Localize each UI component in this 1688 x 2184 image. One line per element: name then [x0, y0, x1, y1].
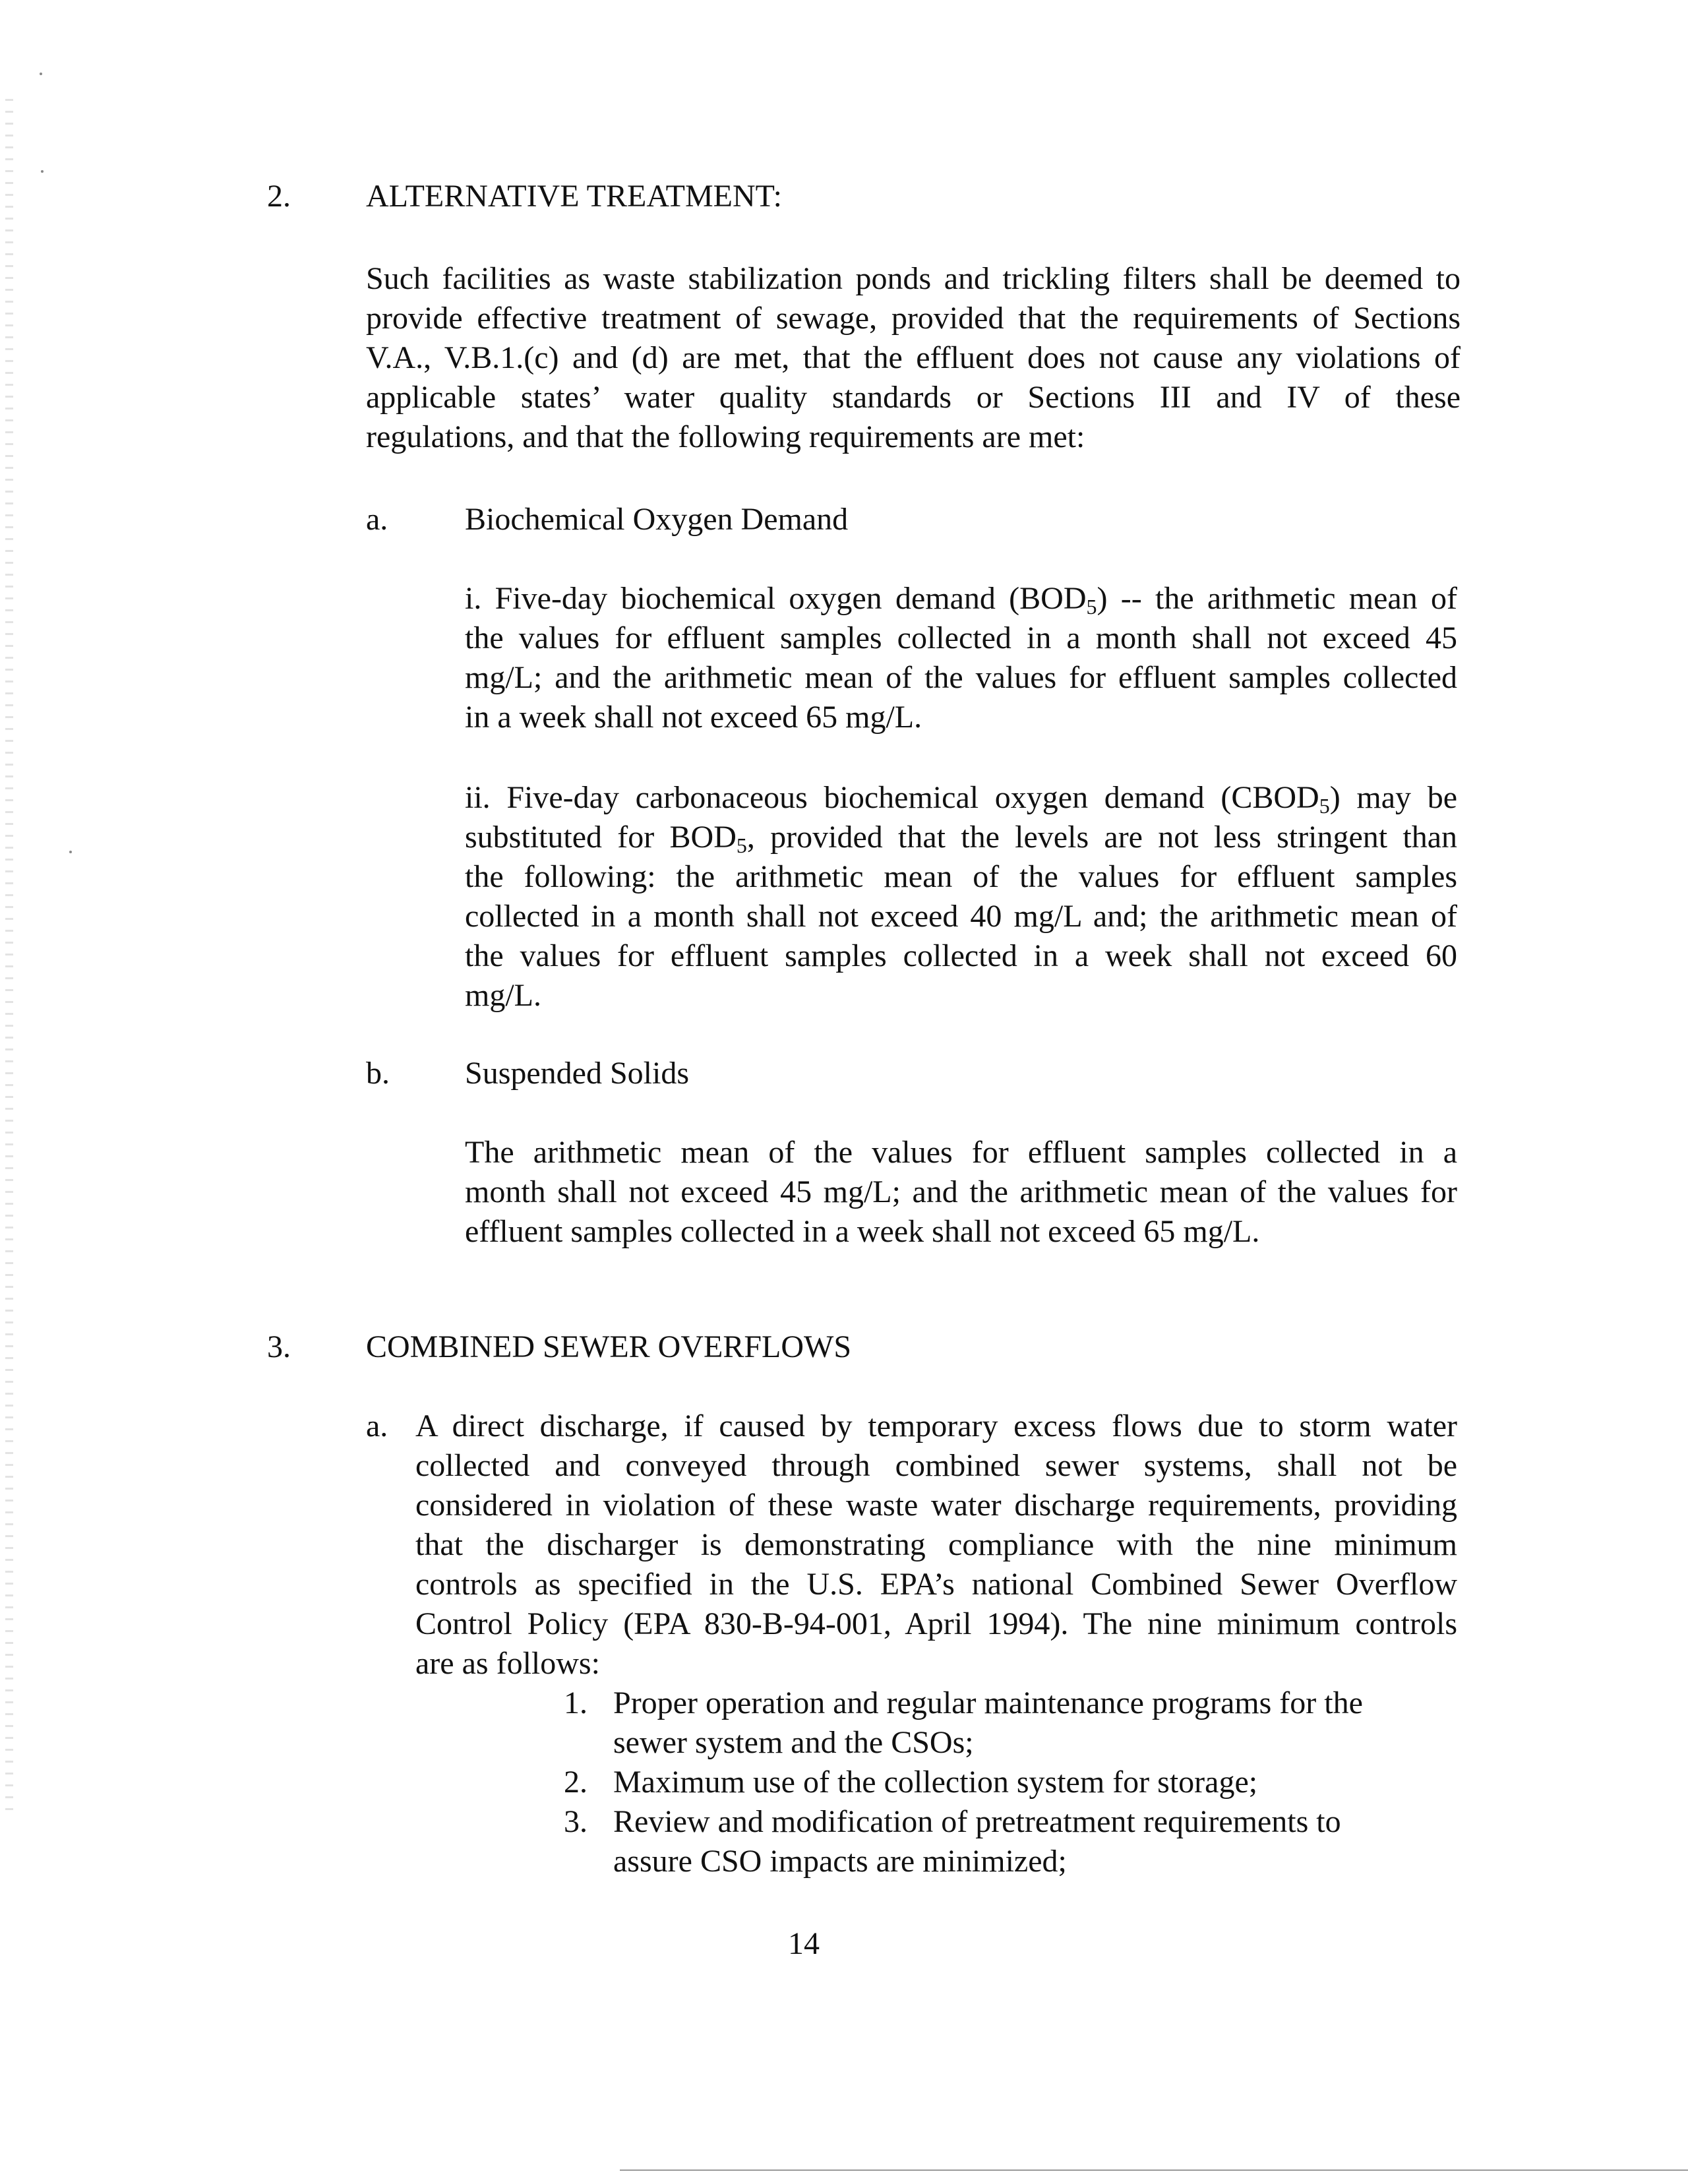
intro-line: provide effective treatment of sewage, provided that the requirements of Sections [366, 301, 1461, 336]
section-2-heading: ALTERNATIVE TREATMENT: [366, 179, 782, 214]
scan-speck [41, 170, 44, 173]
para-i-line: the values for effluent samples collected in a month shall not exceed 45 [465, 621, 1457, 655]
item-b-letter: b. [366, 1056, 390, 1091]
section-2-number: 2. [267, 179, 291, 214]
para-ii-line: the following: the arithmetic mean of the values for effluent samples [465, 859, 1457, 894]
item-b-line: The arithmetic mean of the values for effluent samples collected in a [465, 1135, 1457, 1170]
section-3-item-a-paragraph [415, 1407, 1457, 1684]
control-1-line: Proper operation and regular maintenance programs for the [613, 1685, 1363, 1720]
item-a-para-ii [465, 778, 1457, 1016]
intro-line: regulations, and that the following requirements are met: [366, 419, 1085, 454]
para-ii-line: substituted for $BOD_5$, provided that the levels are not less stringent than [465, 820, 1457, 857]
item-a-line: collected and conveyed through combined sewer systems, shall not be [415, 1448, 1457, 1483]
item-a-line: are as follows: [415, 1646, 600, 1681]
intro-line: applicable states’ water quality standards or Sections III and IV of these [366, 380, 1461, 415]
item-a-title: Biochemical Oxygen Demand [465, 502, 849, 537]
para-ii-line: ii. Five-day carbonaceous biochemical oxygen demand $(CBOD_5)$ may be [465, 780, 1458, 818]
item-a-line: considered in violation of these waste water discharge requirements, providing [415, 1488, 1457, 1523]
item-a-line: A direct discharge, if caused by temporary excess flows due to storm water [415, 1409, 1457, 1443]
control-2-line: Maximum use of the collection system for storage; [613, 1765, 1258, 1800]
item-b-title: Suspended Solids [465, 1056, 690, 1091]
scan-bottom-rule [620, 2169, 1688, 2171]
item-a-letter: a. [366, 502, 388, 537]
control-1-number: 1. [564, 1685, 588, 1720]
para-i-line: i. Five-day biochemical oxygen demand $(BOD_5)$ -- the arithmetic mean of [465, 581, 1457, 619]
intro-line: V.A., V.B.1.(c) and (d) are met, that the effluent does not cause any violations of [366, 340, 1461, 375]
page-number: 14 [788, 1926, 820, 1961]
section-3-heading: COMBINED SEWER OVERFLOWS [366, 1329, 852, 1364]
item-a-line: controls as specified in the U.S. EPA’s national Combined Sewer Overflow [415, 1567, 1457, 1602]
section-2-intro-paragraph [366, 259, 1461, 457]
item-a-line: that the discharger is demonstrating compliance with the nine minimum [415, 1527, 1457, 1562]
item-a-para-i [465, 579, 1457, 737]
section-3-item-a-letter: a. [366, 1409, 388, 1443]
section-3-number: 3. [267, 1329, 291, 1364]
control-3-line: Review and modification of pretreatment requirements to [613, 1804, 1341, 1839]
item-b-paragraph [465, 1133, 1457, 1252]
control-3-line: assure CSO impacts are minimized; [613, 1844, 1067, 1879]
para-ii-line: mg/L. [465, 978, 541, 1013]
para-i-line: mg/L; and the arithmetic mean of the values for effluent samples collected [465, 660, 1457, 695]
item-b-line: month shall not exceed 45 mg/L; and the arithmetic mean of the values for [465, 1174, 1457, 1209]
scan-edge-marks [5, 99, 13, 1813]
intro-line: Such facilities as waste stabilization ponds and trickling filters shall be deemed to [366, 261, 1461, 296]
control-2-number: 2. [564, 1765, 588, 1800]
para-ii-line: collected in a month shall not exceed 40 mg/L and; the arithmetic mean of [465, 899, 1457, 934]
para-i-line: in a week shall not exceed 65 mg/L. [465, 700, 922, 735]
para-ii-line: the values for effluent samples collected in a week shall not exceed 60 [465, 938, 1457, 973]
item-b-line: effluent samples collected in a week shall not exceed 65 mg/L. [465, 1214, 1260, 1249]
scan-speck [40, 73, 42, 75]
item-a-line: Control Policy (EPA 830-B-94-001, April 1994). The nine minimum controls [415, 1606, 1457, 1641]
control-3-number: 3. [564, 1804, 588, 1839]
scan-speck [69, 851, 72, 853]
control-1-line: sewer system and the CSOs; [613, 1725, 974, 1760]
